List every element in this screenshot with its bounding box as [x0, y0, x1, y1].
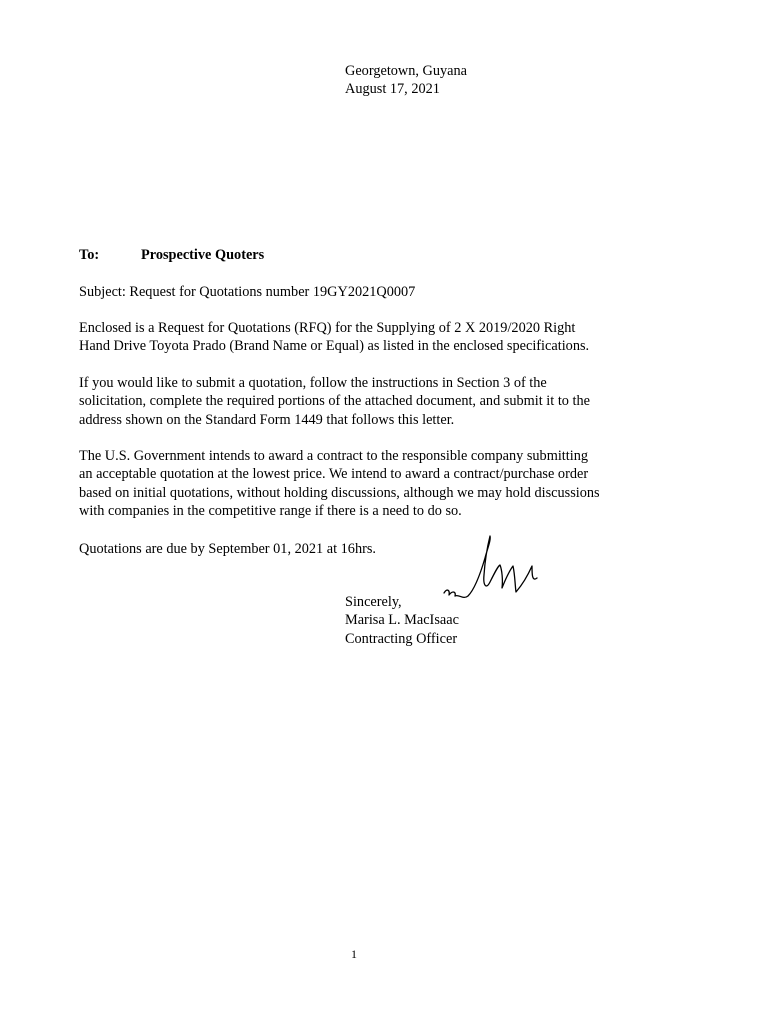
paragraph-line: The U.S. Government intends to award a contract to the responsible company submitting [79, 448, 589, 464]
page-number [0, 947, 770, 961]
closing-salutation: Sincerely, [345, 594, 402, 610]
page-number-text: 1 [351, 947, 357, 961]
signatory-title: Contracting Officer [345, 630, 458, 647]
paragraph-line: an acceptable quotation at the lowest price. We intend to award a contract/purchase order [79, 466, 589, 483]
letter-header [345, 62, 467, 99]
header-date: August 17, 2021 [345, 81, 440, 98]
body-paragraph-2 [79, 374, 659, 429]
paragraph-line: Enclosed is a Request for Quotations (RFQ) for the Supplying of 2 X 2019/2020 Right [79, 320, 576, 336]
paragraph-line: solicitation, complete the required portions of the attached document, and submit it to the [79, 393, 590, 410]
body-paragraph-4 [79, 540, 659, 558]
paragraph-line: based on initial quotations, without holding discussions, although we may hold discussions [79, 484, 600, 501]
paragraph-line: Hand Drive Toyota Prado (Brand Name or Equal) as listed in the enclosed specifications. [79, 338, 590, 355]
paragraph-line: If you would like to submit a quotation, follow the instructions in Section 3 of the [79, 375, 547, 391]
signatory-name: Marisa L. MacIsaac [345, 612, 459, 629]
header-location: Georgetown, Guyana [345, 63, 468, 79]
paragraph-line: Quotations are due by September 01, 2021 at 16hrs. [79, 541, 376, 557]
paragraph-line: with companies in the competitive range if there is a need to do so. [79, 502, 462, 519]
paragraph-line: address shown on the Standard Form 1449 that follows this letter. [79, 411, 455, 428]
body-paragraph-3 [79, 447, 659, 520]
subject-line: Subject: Request for Quotations number 19GY2021Q0007 [79, 284, 416, 300]
closing-block [345, 593, 459, 648]
body-paragraph-1 [79, 319, 659, 356]
addressee-value: Prospective Quoters [141, 247, 265, 263]
addressee-label: To: [79, 247, 100, 263]
